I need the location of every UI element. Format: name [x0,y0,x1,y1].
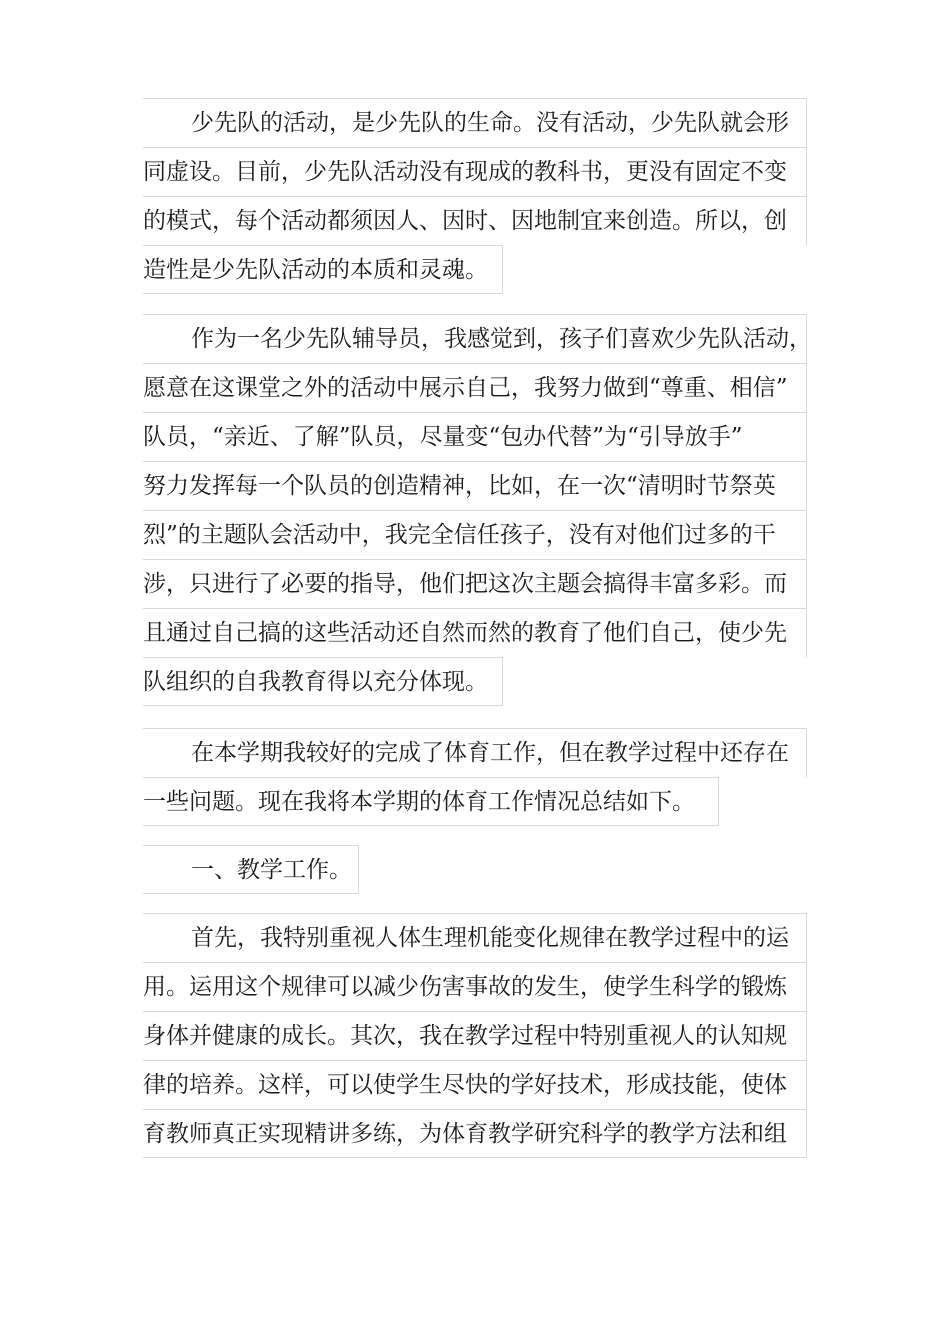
text-line: 的模式，每个活动都须因人、因时、因地制宜来创造。所以，创 [143,196,807,245]
paragraph-5 [143,913,807,1158]
text-line: 在本学期我较好的完成了体育工作，但在教学过程中还存在 [143,728,807,777]
section-heading [143,845,359,894]
text-line: 身体并健康的成长。其次，我在教学过程中特别重视人的认知规 [143,1011,807,1060]
text-line: 涉，只进行了必要的指导，他们把这次主题会搞得丰富多彩。而 [143,559,807,608]
text-line: 一、教学工作。 [143,845,359,894]
text-line: 律的培养。这样，可以使学生尽快的学好技术，形成技能，使体 [143,1060,807,1109]
text-line: 一些问题。现在我将本学期的体育工作情况总结如下。 [143,777,719,826]
text-line: 努力发挥每一个队员的创造精神，比如，在一次“清明时节祭英 [143,461,807,510]
paragraph-3 [143,728,807,826]
text-line: 少先队的活动，是少先队的生命。没有活动，少先队就会形 [143,98,807,147]
text-line: 愿意在这课堂之外的活动中展示自己，我努力做到“尊重、相信” [143,363,807,412]
paragraph-2 [143,314,812,706]
paragraph-1 [143,98,807,294]
text-line: 队员，“亲近、了解”队员，尽量变“包办代替”为“引导放手” [143,412,807,461]
text-line: 且通过自己搞的这些活动还自然而然的教育了他们自己，使少先 [143,608,807,657]
text-line: 同虚设。目前，少先队活动没有现成的教科书，更没有固定不变 [143,147,807,196]
text-line: 造性是少先队活动的本质和灵魂。 [143,245,503,294]
text-line: 用。运用这个规律可以减少伤害事故的发生，使学生科学的锻炼 [143,962,807,1011]
text-line: 队组织的自我教育得以充分体现。 [143,657,503,706]
text-line: 育教师真正实现精讲多练，为体育教学研究科学的教学方法和组 [143,1109,807,1158]
text-line: 首先，我特别重视人体生理机能变化规律在教学过程中的运 [143,913,807,962]
text-line: 作为一名少先队辅导员，我感觉到，孩子们喜欢少先队活动， [143,314,807,363]
text-line: 烈”的主题队会活动中，我完全信任孩子，没有对他们过多的干 [143,510,807,559]
